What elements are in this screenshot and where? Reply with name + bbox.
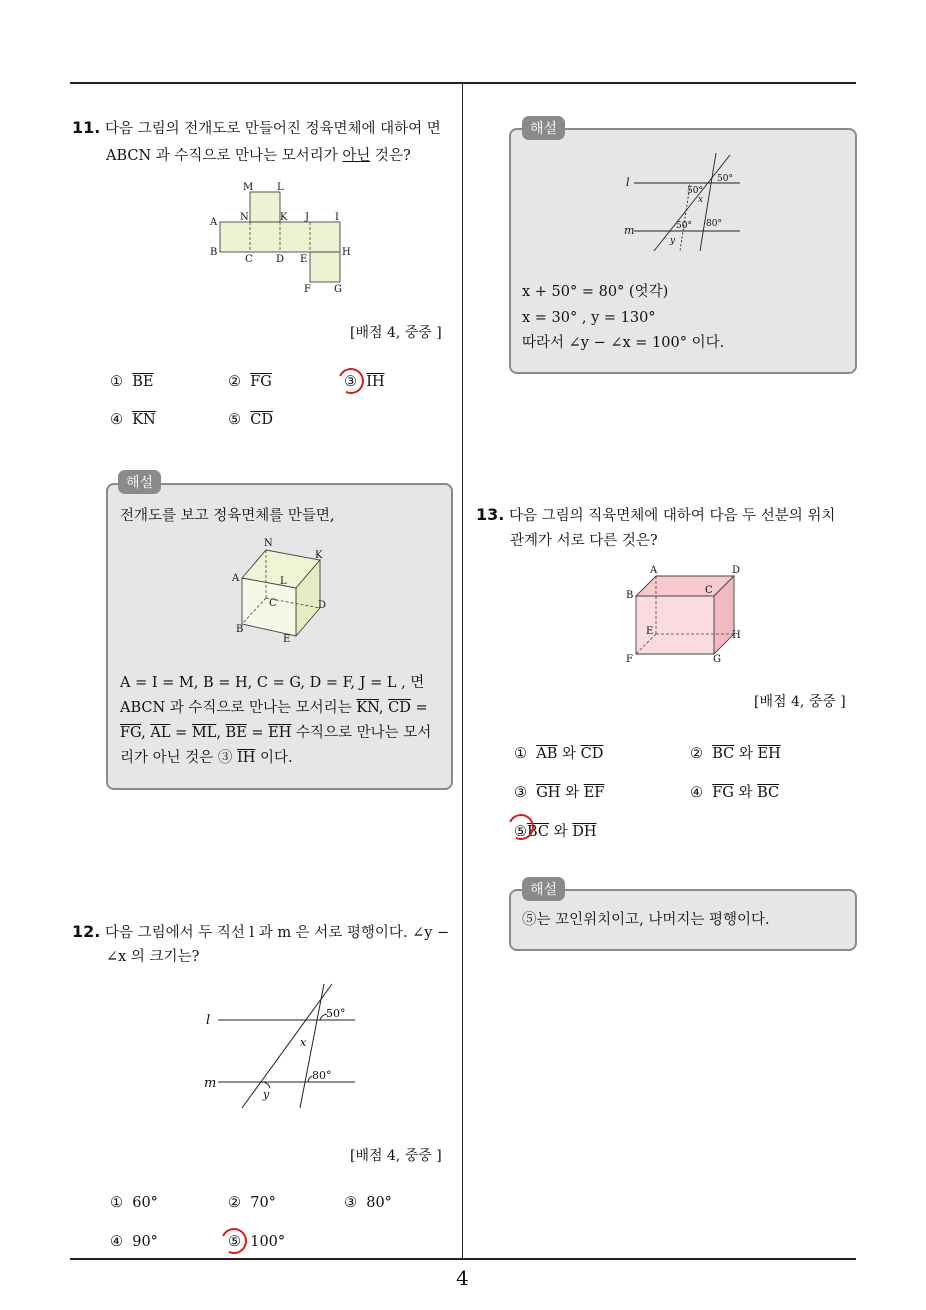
fig-label-l: l [206,1013,211,1028]
box-label-D: D [732,565,741,576]
fig-label-50: 50° [326,1007,346,1020]
fig-label-x: x [300,1036,307,1049]
column-divider [462,82,463,1259]
q11-solution-tag: 해설 [118,470,161,494]
sol-fig-label-l: l [626,176,630,189]
net-label-G: G [334,284,342,295]
sol-fig-label-50a: 50° [717,174,733,184]
net-label-D: D [276,254,285,265]
cube-label-C: C [269,598,277,609]
sol-fig-label-80: 80° [706,219,722,229]
fig-label-m: m [204,1076,217,1091]
top-rule [70,82,856,84]
net-label-L: L [277,182,284,193]
net-label-E: E [300,254,308,265]
q12-answer-mark [217,1224,250,1257]
q11-solution-intro: 전개도를 보고 정육면체를 만들면, [120,508,335,524]
q13-solution-line1: ⑤는 꼬인위치이고, 나머지는 평행이다. [522,912,770,928]
q13-score: [배점 4, 중중 ] [754,694,846,710]
q13-solution-tag: 해설 [522,877,565,901]
q11-line2: ABCN 과 수직으로 만나는 모서리가 아닌 것은? [106,148,411,164]
q11-cube-figure [228,536,338,646]
box-label-E: E [646,626,654,637]
page-number: 4 [456,1266,469,1290]
q12-solution-line2: x = 30° , y = 130° [522,310,656,326]
q12-number: 12. [72,922,101,941]
box-label-C: C [705,585,713,596]
cube-label-B: B [236,624,244,635]
cube-label-K: K [315,550,323,561]
box-label-B: B [626,590,634,601]
q12-parallel-lines-figure [200,980,370,1110]
q11-solution-line2: ABCN 과 수직으로 만나는 모서리는 $\overline{KN}$, $\overline{CD}$ = [120,700,428,716]
q12-option-4[interactable]: ④ 90° [110,1234,158,1250]
q13-line2: 관계가 서로 다른 것은? [510,533,658,549]
q13-option-5[interactable]: $⑤\overline{BC}$ 와 $\overline{DH}$ [514,824,597,840]
q12-option-5[interactable]: ⑤ 100° [228,1234,286,1250]
net-label-M: M [243,182,254,193]
net-label-A: A [210,217,218,228]
sol-fig-label-50c: 50° [676,221,692,231]
q11-option-1[interactable]: ① $\overline{BE}$ [110,374,154,390]
q11-number: 11. [72,118,101,137]
q11-option-3[interactable]: ③ $\overline{IH}$ [344,374,385,390]
sol-fig-label-m: m [624,224,635,237]
q12-line1: 12. 다음 그림에서 두 직선 l 과 m 은 서로 평행이다. ∠y − [72,922,450,941]
q12-option-3[interactable]: ③ 80° [344,1195,392,1211]
q12-solution-line3: 따라서 ∠y − ∠x = 100° 이다. [522,335,725,351]
net-label-F: F [304,284,311,295]
net-label-J: J [305,212,310,223]
q11-solution-line3: $\overline{FG}$, $\overline{AL} = \overline{ML}$, $\overline{BE} = \overline{EH}$ 수직으로 만나는 모서 [120,725,432,741]
sol-fig-label-y: y [670,236,676,246]
q11-answer-mark [334,364,367,397]
q13-option-1[interactable]: ① $\overline{AB}$ 와 $\overline{CD}$ [514,746,604,762]
net-label-C: C [245,254,253,265]
q12-option-1[interactable]: ① 60° [110,1195,158,1211]
sol-fig-label-x: x [698,195,704,205]
q12-solution-line1: x + 50° = 80° (엇각) [522,284,669,300]
cube-label-N: N [264,538,273,549]
fig-label-y: y [263,1088,270,1101]
q11-option-4[interactable]: ④ $\overline{KN}$ [110,412,156,428]
net-label-B: B [210,247,218,258]
q13-line1: 13. 다음 그림의 직육면체에 대하여 다음 두 선분의 위치 [476,505,836,524]
q13-option-2[interactable]: ② $\overline{BC}$ 와 $\overline{EH}$ [690,746,781,762]
sol-fig-label-50b: 50° [687,186,703,196]
fig-label-80: 80° [312,1069,332,1082]
q12-score: [배점 4, 중중 ] [350,1148,442,1164]
box-label-A: A [650,565,658,576]
q11-solution-line4: 리가 아닌 것은 ③ $\overline{IH}$ 이다. [120,750,293,766]
net-label-H: H [342,247,351,258]
q12-solution-tag: 해설 [522,116,565,140]
net-label-K: K [280,212,288,223]
q13-number: 13. [476,505,505,524]
q11-option-5[interactable]: ⑤ $\overline{CD}$ [228,412,273,428]
bottom-rule [70,1258,856,1260]
net-label-N: N [240,212,249,223]
q12-solution-figure [620,145,760,255]
box-label-H: H [732,630,741,641]
q12-line2: ∠x 의 크기는? [106,949,200,965]
q11-score: [배점 4, 중중 ] [350,325,442,341]
cube-label-E: E [283,634,291,645]
q11-cube-net-figure [200,178,380,298]
cube-label-D: D [318,600,327,611]
cube-label-A: A [232,573,240,584]
box-label-G: G [713,654,721,665]
q11-line1: 11. 다음 그림의 전개도로 만들어진 정육면체에 대하여 면 [72,118,441,137]
q11-solution-line1: A = I = M, B = H, C = G, D = F, J = L , 면 [120,675,425,691]
q13-cuboid-figure [620,562,760,672]
net-label-I: I [335,212,339,223]
q13-option-4[interactable]: ④ $\overline{FG}$ 와 $\overline{BC}$ [690,785,780,801]
q11-option-2[interactable]: ② $\overline{FG}$ [228,374,272,390]
cube-label-L: L [280,576,287,587]
q12-option-2[interactable]: ② 70° [228,1195,276,1211]
box-label-F: F [626,654,633,665]
q13-option-3[interactable]: ③ $\overline{GH}$ 와 $\overline{EF}$ [514,785,605,801]
